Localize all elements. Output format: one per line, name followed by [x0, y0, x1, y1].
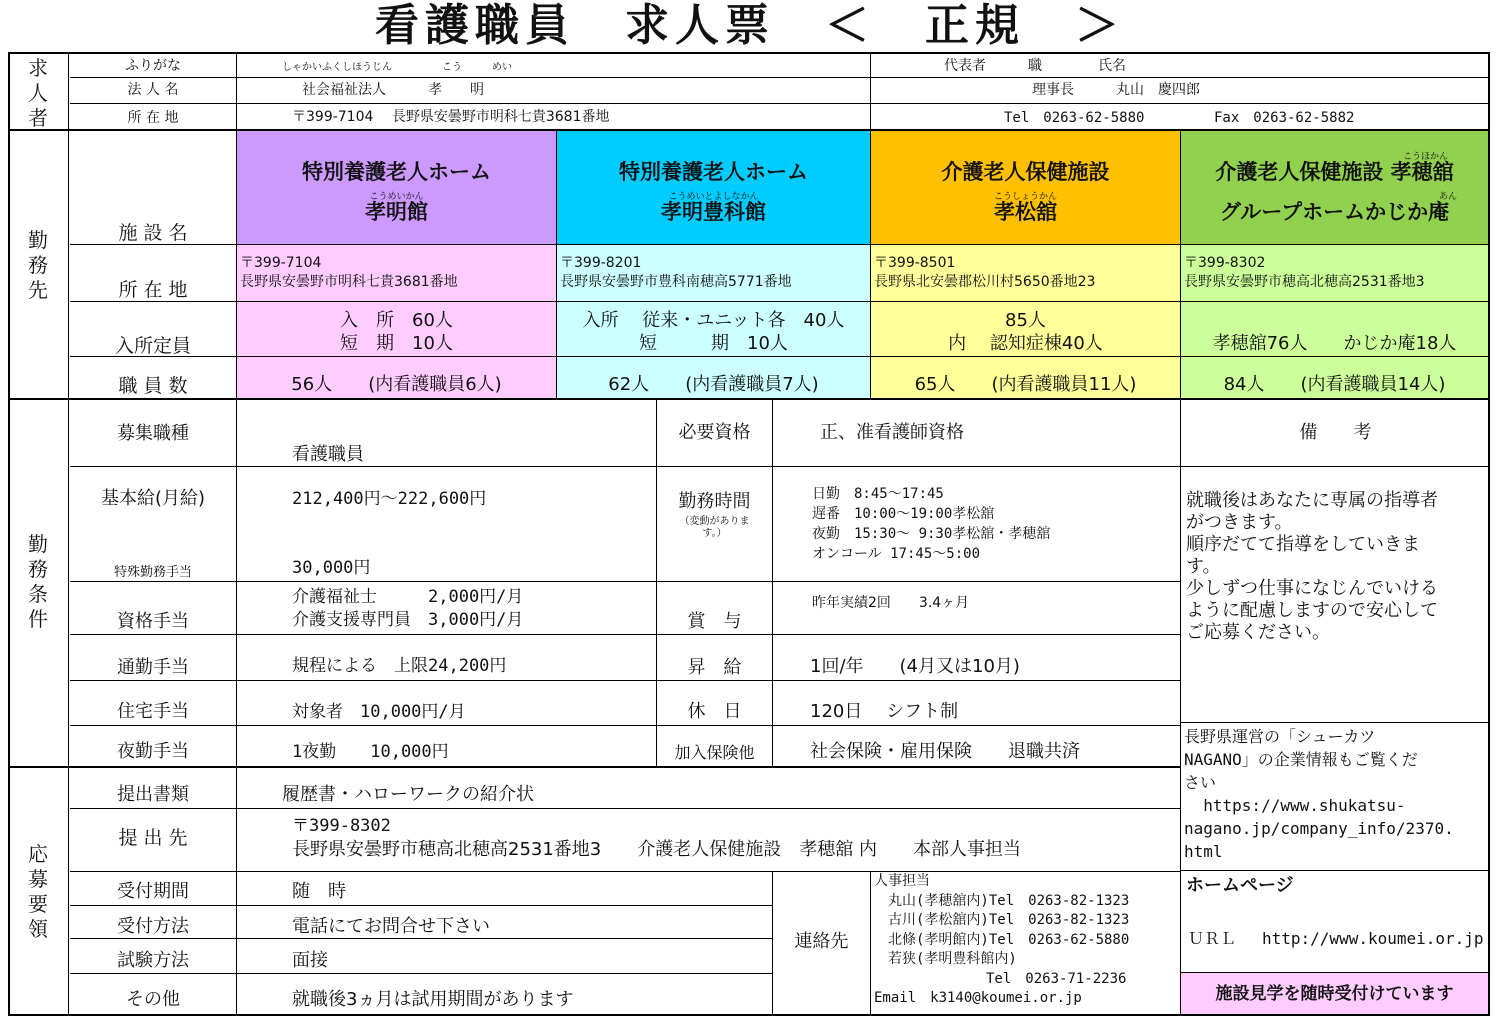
section-label-char: 領: [28, 917, 48, 941]
facility-address: 長野県北安曇郡松川村5650番地23: [874, 274, 1096, 290]
work-hours-line: オンコール 17:45～5:00: [812, 546, 981, 562]
url-label: ＵＲＬ: [1188, 929, 1237, 948]
facility-header-bg: [1181, 130, 1488, 244]
remarks-line: ご応募ください。: [1186, 622, 1330, 643]
work-hours-note: （変動がありま す。）: [679, 516, 750, 539]
facility-capacity-1: 入所 従来・ユニット各 40人: [582, 310, 845, 331]
corp-fax: Fax 0263-62-5882: [1214, 110, 1355, 126]
facility-staff-count: 56人 (内看護職員6人): [291, 374, 502, 395]
remarks-line: 少しずつ仕事になじんでいける: [1186, 578, 1438, 599]
contact-line: Tel 0263-71-2236: [874, 970, 1127, 987]
work-hours-line: 遅番 10:00～19:00孝松舘: [812, 506, 995, 522]
facility-name-ruby: こうめいかん: [369, 192, 424, 202]
remarks-line: 就職後はあなたに専属の指導者: [1186, 490, 1438, 511]
shukatsu-line: 長野県運営の「シューカツ: [1184, 727, 1376, 746]
facility-header-bg: [871, 130, 1180, 244]
license-allowance-label: 資格手当: [117, 611, 189, 632]
holidays-label: 休 日: [687, 701, 742, 722]
license-allowance-1: 介護福祉士 2,000円/月: [292, 587, 524, 607]
facility-type: 特別養護老人ホーム: [302, 160, 491, 184]
submit-to-label: 提 出 先: [118, 827, 188, 849]
facility-name: グループホームかじか庵: [1219, 200, 1450, 224]
insurance-label: 加入保険他: [674, 743, 755, 762]
contact-line: 北條(孝明館内)Tel 0263-62-5880: [874, 931, 1130, 948]
visit-notice: 施設見学を随時受付けています: [1215, 984, 1454, 1004]
section-label-char: 応: [28, 842, 48, 866]
facility-postal: 〒399-7104: [240, 255, 322, 271]
contact-label: 連絡先: [794, 931, 849, 952]
facility-name: 孝明館: [365, 200, 428, 224]
submit-postal: 〒399-8302: [292, 816, 391, 836]
section-label-char: 務: [28, 557, 48, 581]
facility-address: 長野県安曇野市明科七貴3681番地: [240, 274, 458, 290]
night-allowance-value: 1夜勤 10,000円: [292, 742, 449, 762]
housing-label: 住宅手当: [117, 701, 189, 722]
remarks-line: がつきます。: [1186, 512, 1293, 533]
section-label-char: 求: [28, 56, 48, 80]
documents-label: 提出書類: [117, 784, 189, 805]
facility-staff-count: 84人 (内看護職員14人): [1223, 374, 1446, 395]
job-type-label: 募集職種: [117, 423, 189, 444]
section-label-char: 勤: [28, 228, 48, 252]
facility-address: 長野県安曇野市穂高北穂高2531番地3: [1184, 274, 1425, 290]
facility-header-bg: [237, 130, 556, 244]
contact-line: 丸山(孝穂舘内)Tel 0263-82-1323: [874, 892, 1130, 909]
bonus-label: 賞 与: [687, 611, 742, 632]
section-label-char: 先: [28, 278, 48, 302]
facility-header-bg: [557, 130, 870, 244]
facility-capacity-2: 短 期 10人: [340, 333, 453, 354]
other-value: 就職後3ヵ月は試用期間があります: [292, 989, 574, 1010]
homepage-label: ホームページ: [1186, 875, 1294, 896]
facility-type: 特別養護老人ホーム: [619, 160, 808, 184]
holidays-value: 120日 シフト制: [810, 701, 959, 722]
contact-line: 人事担当: [874, 873, 930, 889]
facility-name: 孝松舘: [994, 200, 1057, 224]
page-title: 看護職員 求人票 ＜ 正規 ＞: [375, 0, 1125, 51]
raise-value: 1回/年 (4月又は10月): [810, 656, 1020, 677]
section-label-char: 募: [28, 867, 48, 891]
special-allowance-label: 特殊勤務手当: [113, 565, 192, 580]
furigana-value: しゃかいふくしほうじん こう めい: [282, 62, 512, 73]
qualification-label: 必要資格: [678, 422, 751, 443]
commute-value: 規程による 上限24,200円: [292, 656, 507, 676]
facility-name: 孝明豊科館: [661, 200, 766, 224]
shukatsu-line: nagano.jp/company_info/2370.: [1184, 819, 1454, 838]
facility-address: 長野県安曇野市豊科南穂高5771番地: [560, 274, 792, 290]
facility-staff-label: 職 員 数: [118, 375, 188, 397]
shukatsu-line: NAGANO」の企業情報もご覧くだ: [1184, 750, 1418, 769]
furigana-label: ふりがな: [125, 58, 181, 74]
bonus-value: 昨年実績2回 3.4ヶ月: [812, 595, 970, 611]
remarks-line: 順序だてて指導をしていきま: [1186, 534, 1420, 555]
qualification-value: 正、准看護師資格: [820, 422, 964, 443]
commute-label: 通勤手当: [117, 657, 189, 678]
shukatsu-line: https://www.shukatsu-: [1184, 796, 1406, 815]
method-value: 電話にてお問合せ下さい: [292, 916, 490, 937]
corp-address-label: 所 在 地: [127, 110, 179, 126]
work-hours-line: 日勤 8:45～17:45: [812, 486, 944, 502]
remarks-label: 備 考: [1299, 422, 1372, 443]
submit-address: 長野県安曇野市穂高北穂高2531番地3 介護老人保健施設 孝穂舘 内 本部人事担当: [292, 839, 1021, 860]
facility-name-label: 施 設 名: [118, 222, 188, 244]
night-allowance-label: 夜勤手当: [117, 741, 189, 762]
special-allowance-value: 30,000円: [292, 558, 371, 578]
facility-type: 介護老人保健施設: [941, 160, 1110, 184]
period-label: 受付期間: [117, 881, 189, 902]
corp-address-value: 〒399-7104 長野県安曇野市明科七貴3681番地: [292, 109, 610, 125]
representative-value: 理事長 丸山 慶四郎: [1032, 82, 1200, 98]
method-label: 受付方法: [117, 916, 189, 937]
facility-address-label: 所 在 地: [118, 279, 188, 301]
corp-tel: Tel 0263-62-5880: [1004, 110, 1145, 126]
facility-postal: 〒399-8501: [874, 255, 956, 271]
raise-label: 昇 給: [687, 657, 742, 678]
facility-capacity-2: 内 認知症棟40人: [948, 333, 1103, 354]
remarks-line: ように配慮しますので安心して: [1186, 600, 1438, 621]
documents-value: 履歴書・ハローワークの紹介状: [282, 784, 534, 805]
corp-name-label: 法 人 名: [127, 82, 179, 98]
section-label-char: 者: [28, 106, 48, 130]
facility-name-ruby: こうしょうかん: [993, 192, 1057, 202]
remarks-line: す。: [1186, 556, 1221, 577]
base-pay-value: 212,400円～222,600円: [292, 489, 487, 509]
period-value: 随 時: [292, 881, 346, 902]
section-label-recruiter: [26, 56, 50, 131]
facility-name-ruby: こうめいとよしなかん: [668, 192, 759, 202]
license-allowance-2: 介護支援専門員 3,000円/月: [292, 610, 524, 630]
facility-type: 介護老人保健施設 孝穂舘: [1215, 160, 1454, 184]
job-type-value: 看護職員: [292, 444, 364, 465]
facility-name-ruby: こうほかん: [1403, 152, 1449, 162]
homepage-url[interactable]: http://www.koumei.or.jp: [1262, 929, 1484, 948]
section-label-char: 務: [28, 253, 48, 277]
section-label-char: 勤: [28, 532, 48, 556]
section-label-char: 要: [28, 892, 48, 916]
section-label-application: [26, 842, 50, 942]
shukatsu-line: さい: [1184, 773, 1217, 792]
shukatsu-line: html: [1184, 842, 1223, 861]
housing-value: 対象者 10,000円/月: [292, 702, 466, 722]
facility-capacity-1: 入 所 60人: [340, 310, 453, 331]
work-hours-label: 勤務時間: [678, 491, 751, 512]
work-hours-line: 夜勤 15:30～ 9:30孝松舘・孝穂舘: [812, 526, 1051, 542]
section-label-char: 人: [28, 81, 48, 105]
section-label-workplace: [26, 228, 50, 303]
facility-capacity-label: 入所定員: [114, 335, 191, 357]
facility-postal: 〒399-8201: [560, 255, 642, 271]
corp-name-value: 社会福祉法人 孝 明: [302, 82, 484, 98]
facility-name-ruby-2: あん: [1439, 192, 1458, 202]
facility-staff-count: 62人 (内看護職員7人): [608, 374, 819, 395]
facility-capacity-2: 孝穂舘76人 かじか庵18人: [1212, 333, 1457, 354]
exam-value: 面接: [292, 950, 328, 971]
contact-line: 古川(孝松舘内)Tel 0263-82-1323: [874, 912, 1130, 928]
facility-staff-count: 65人 (内看護職員11人): [914, 374, 1137, 395]
contact-line: 若狭(孝明豊科館内): [874, 951, 1017, 967]
facility-postal: 〒399-8302: [1184, 255, 1266, 271]
base-pay-label: 基本給(月給): [100, 488, 206, 509]
representative-header: 代表者 職 氏名: [944, 58, 1126, 74]
facility-capacity-2: 短 期 10人: [639, 333, 788, 354]
exam-label: 試験方法: [117, 950, 189, 971]
other-label: その他: [126, 989, 180, 1010]
section-label-char: 件: [28, 607, 48, 631]
section-label-conditions: [26, 532, 50, 632]
facility-capacity-1: 85人: [1005, 310, 1046, 331]
insurance-value: 社会保険・雇用保険 退職共済: [810, 741, 1080, 762]
contact-line: Email k3140@koumei.or.jp: [874, 990, 1082, 1006]
section-label-char: 条: [28, 582, 48, 606]
